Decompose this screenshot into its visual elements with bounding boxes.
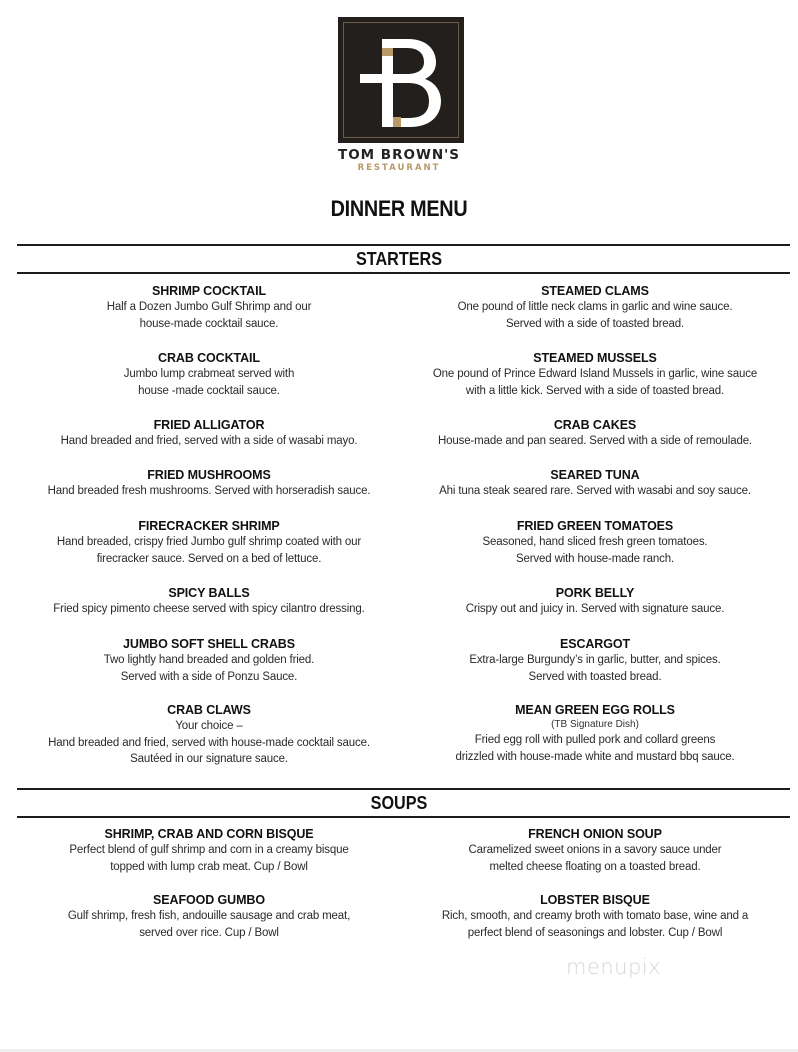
item-description: firecracker sauce. Served on a bed of lettuce.: [96, 552, 322, 565]
item-description: Hand breaded and fried, served with a side of wasabi mayo.: [60, 435, 358, 447]
item-note: (TB Signature Dish): [551, 719, 639, 730]
item-name: CRAB CAKES: [553, 418, 637, 432]
menu-item: [395, 702, 795, 765]
restaurant-name: TOM BROWN'S: [337, 147, 461, 163]
item-description: Extra-large Burgundy’s in garlic, butter, and spices.: [469, 654, 721, 666]
item-name: MEAN GREEN EGG ROLLS: [515, 703, 675, 717]
restaurant-subtitle: RESTAURANT: [357, 163, 441, 173]
item-description: Caramelized sweet onions in a savory sauce under: [468, 844, 722, 856]
item-name: CRAB COCKTAIL: [158, 351, 260, 365]
item-description: Rich, smooth, and creamy broth with tomato base, wine and a: [441, 910, 749, 922]
section-divider: [17, 788, 790, 790]
item-description: melted cheese floating on a toasted bread.: [489, 860, 701, 873]
item-description: house -made cocktail sauce.: [138, 384, 280, 397]
section-divider: [17, 272, 790, 274]
section-title-soups: SOUPS: [370, 793, 428, 813]
item-description: Served with toasted bread.: [528, 670, 662, 683]
item-description: Half a Dozen Jumbo Gulf Shrimp and our: [106, 301, 312, 313]
item-description: with a little kick. Served with a side of toasted bread.: [465, 384, 725, 397]
item-description: Perfect blend of gulf shrimp and corn in a creamy bisque: [69, 844, 349, 856]
item-description: One pound of Prince Edward Island Mussels in garlic, wine sauce: [432, 368, 758, 380]
item-description: drizzled with house-made white and mustard bbq sauce.: [455, 750, 735, 763]
menu-item: [395, 467, 795, 500]
item-name: SEAFOOD GUMBO: [153, 893, 265, 907]
item-name: SHRIMP COCKTAIL: [151, 284, 266, 298]
menu-item: [395, 350, 795, 399]
item-name: PORK BELLY: [555, 586, 635, 600]
menu-item: [0, 892, 418, 941]
menu-item: [0, 702, 418, 768]
item-description: Ahi tuna steak seared rare. Served with wasabi and soy sauce.: [439, 485, 751, 497]
item-description: Your choice –: [175, 720, 243, 732]
item-name: JUMBO SOFT SHELL CRABS: [123, 637, 295, 651]
watermark: menupix: [566, 955, 662, 979]
item-description: Hand breaded fresh mushrooms. Served with horseradish sauce.: [47, 485, 371, 497]
menu-item: [0, 467, 418, 500]
item-description: Fried egg roll with pulled pork and collard greens: [474, 734, 716, 746]
item-name: STEAMED MUSSELS: [533, 351, 657, 365]
item-name: LOBSTER BISQUE: [540, 893, 650, 907]
item-name: FRIED MUSHROOMS: [147, 468, 271, 482]
item-description: House-made and pan seared. Served with a side of remoulade.: [438, 435, 752, 447]
item-description: Sautéed in our signature sauce.: [130, 753, 288, 765]
menu-item: [0, 636, 418, 685]
menu-item: [395, 585, 795, 618]
menu-item: [0, 585, 418, 618]
item-description: Hand breaded, crispy fried Jumbo gulf shrimp coated with our: [56, 536, 362, 548]
item-name: STEAMED CLAMS: [541, 284, 649, 298]
item-description: Served with a side of toasted bread.: [505, 317, 685, 330]
item-description: Served with house-made ranch.: [515, 552, 674, 565]
menu-item: [395, 826, 795, 875]
menu-item: [395, 636, 795, 685]
item-name: CRAB CLAWS: [167, 703, 251, 717]
item-description: Hand breaded and fried, served with house-made cocktail sauce.: [48, 736, 370, 749]
item-name: ESCARGOT: [559, 637, 631, 651]
item-description: Two lightly hand breaded and golden fried.: [103, 654, 315, 666]
menu-item: [0, 826, 418, 875]
section-title-starters: STARTERS: [355, 249, 443, 269]
tb-monogram-icon: [338, 17, 464, 143]
item-name: FRIED ALLIGATOR: [153, 418, 265, 432]
menu-item: [395, 892, 795, 941]
item-description: perfect blend of seasonings and lobster. Cup / Bowl: [467, 926, 723, 939]
item-name: FRENCH ONION SOUP: [528, 827, 662, 841]
page-title: DINNER MENU: [330, 196, 468, 221]
menu-item: [0, 350, 418, 399]
item-description: One pound of little neck clams in garlic and wine sauce.: [457, 301, 733, 313]
item-description: Jumbo lump crabmeat served with: [123, 368, 295, 380]
item-description: topped with lump crab meat. Cup / Bowl: [110, 860, 308, 873]
menu-item: [395, 283, 795, 332]
menu-item: [395, 417, 795, 450]
item-description: Crispy out and juicy in. Served with signature sauce.: [465, 603, 725, 615]
item-name: SPICY BALLS: [168, 586, 250, 600]
item-name: FRIED GREEN TOMATOES: [516, 519, 674, 533]
item-description: served over rice. Cup / Bowl: [139, 926, 279, 939]
section-divider: [17, 816, 790, 818]
menu-item: [0, 417, 418, 450]
item-name: FIRECRACKER SHRIMP: [138, 519, 280, 533]
menu-item: [395, 518, 795, 567]
item-name: SEARED TUNA: [550, 468, 640, 482]
item-description: Served with a side of Ponzu Sauce.: [120, 670, 298, 683]
item-description: Gulf shrimp, fresh fish, andouille sausage and crab meat,: [67, 910, 351, 922]
menu-item: [0, 518, 418, 567]
item-description: Seasoned, hand sliced fresh green tomatoes.: [482, 536, 708, 548]
item-description: Fried spicy pimento cheese served with spicy cilantro dressing.: [53, 603, 365, 615]
menu-item: [0, 283, 418, 332]
logo-mark: [338, 17, 464, 143]
item-name: SHRIMP, CRAB AND CORN BISQUE: [104, 827, 314, 841]
section-divider: [17, 244, 790, 246]
item-description: house-made cocktail sauce.: [139, 317, 279, 330]
